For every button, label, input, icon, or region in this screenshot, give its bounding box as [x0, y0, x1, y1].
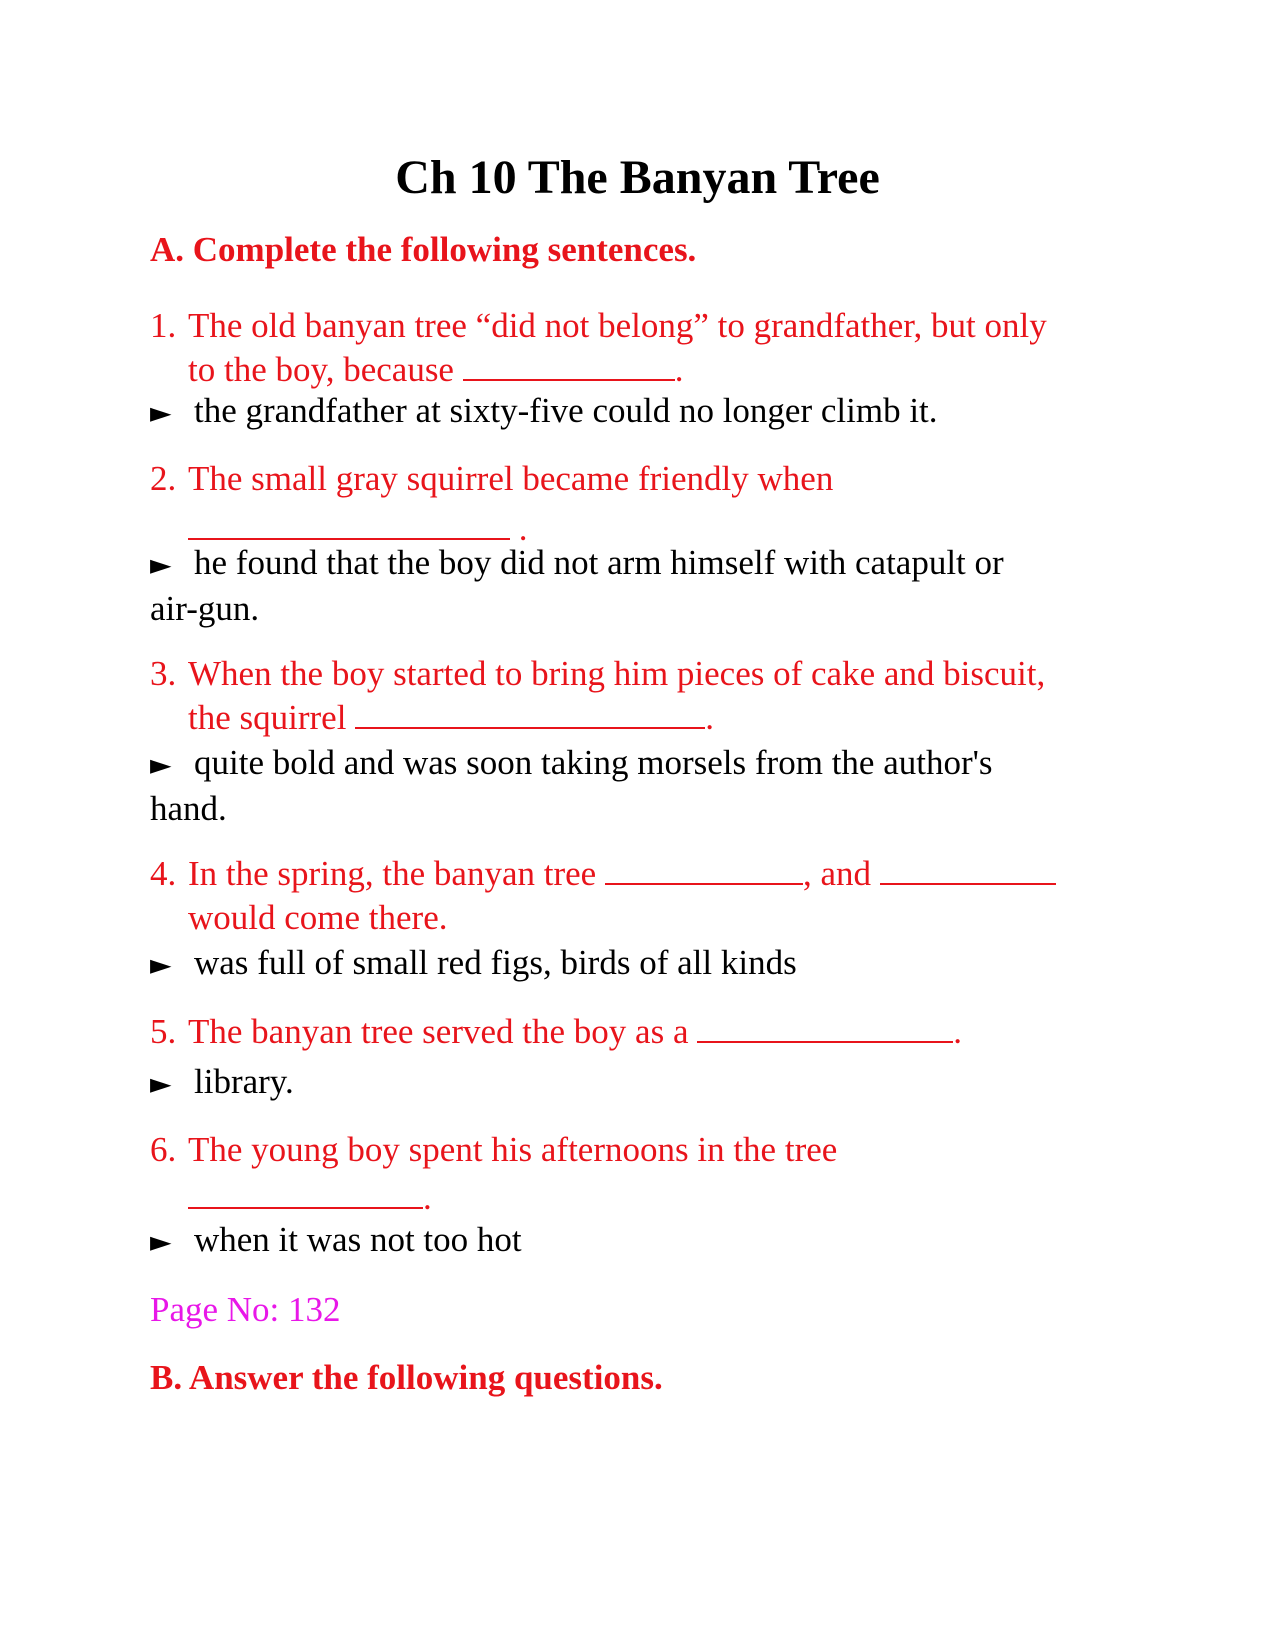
question-end: . [705, 698, 714, 737]
answer-blank-1 [605, 853, 803, 885]
question-6 [150, 1128, 1130, 1220]
question-number: 1. [150, 306, 177, 345]
answer-text-cont: air-gun. [150, 589, 260, 628]
answer-blank [697, 1011, 953, 1043]
question-4 [150, 852, 1130, 940]
question-text-mid: , and [802, 854, 871, 893]
question-end: . [423, 1178, 432, 1217]
answer-4 [150, 941, 1130, 987]
answer-blank [188, 1177, 423, 1209]
answer-arrow-icon: ► [150, 1225, 172, 1258]
question-number: 2. [150, 459, 177, 498]
question-text-cont: to the boy, because [188, 350, 454, 389]
answer-text-cont: hand. [150, 789, 227, 828]
question-5 [150, 1010, 1130, 1054]
question-3 [150, 652, 1130, 740]
question-end: . [518, 509, 528, 548]
answer-arrow-icon: ► [150, 748, 172, 781]
question-1 [150, 304, 1130, 392]
question-text: The old banyan tree “did not belong” to grandfather, but only [188, 306, 1047, 345]
question-text-cont: the squirrel [188, 698, 347, 737]
answer-text: quite bold and was soon taking morsels from the author's [194, 743, 993, 782]
answer-arrow-icon: ► [150, 396, 172, 429]
question-number: 5. [150, 1012, 177, 1051]
answer-5 [150, 1060, 1130, 1106]
question-text-cont: would come there. [188, 898, 448, 937]
answer-text: library. [194, 1062, 294, 1101]
question-end: . [953, 1012, 962, 1051]
answer-1 [150, 389, 1130, 435]
section-a-heading: A. Complete the following sentences. [150, 230, 697, 269]
question-number: 6. [150, 1130, 177, 1169]
answer-text: when it was not too hot [194, 1220, 522, 1259]
question-2 [150, 457, 1130, 551]
question-number: 4. [150, 854, 177, 893]
answer-text: the grandfather at sixty-five could no longer climb it. [194, 391, 938, 430]
answer-arrow-icon: ► [150, 1067, 172, 1100]
answer-2 [150, 541, 1130, 631]
section-b-heading: B. Answer the following questions. [150, 1358, 663, 1397]
question-end: . [674, 350, 684, 389]
answer-3 [150, 741, 1130, 831]
answer-blank [188, 508, 510, 540]
answer-blank [355, 697, 705, 729]
answer-arrow-icon: ► [150, 948, 172, 981]
page-number: Page No: 132 [150, 1290, 341, 1329]
question-text: The small gray squirrel became friendly when [188, 459, 834, 498]
page-title: Ch 10 The Banyan Tree [395, 151, 880, 204]
answer-blank [463, 349, 675, 381]
question-text: The young boy spent his afternoons in the tree [188, 1130, 838, 1169]
answer-text: he found that the boy did not arm himself with catapult or [194, 543, 1004, 582]
question-number: 3. [150, 654, 177, 693]
answer-blank-2 [880, 853, 1056, 885]
answer-6 [150, 1218, 1130, 1264]
question-text: The banyan tree served the boy as a [188, 1012, 689, 1051]
question-text: In the spring, the banyan tree [188, 854, 597, 893]
question-text: When the boy started to bring him pieces of cake and biscuit, [188, 654, 1046, 693]
answer-text: was full of small red figs, birds of all kinds [194, 943, 797, 982]
answer-arrow-icon: ► [150, 548, 172, 581]
